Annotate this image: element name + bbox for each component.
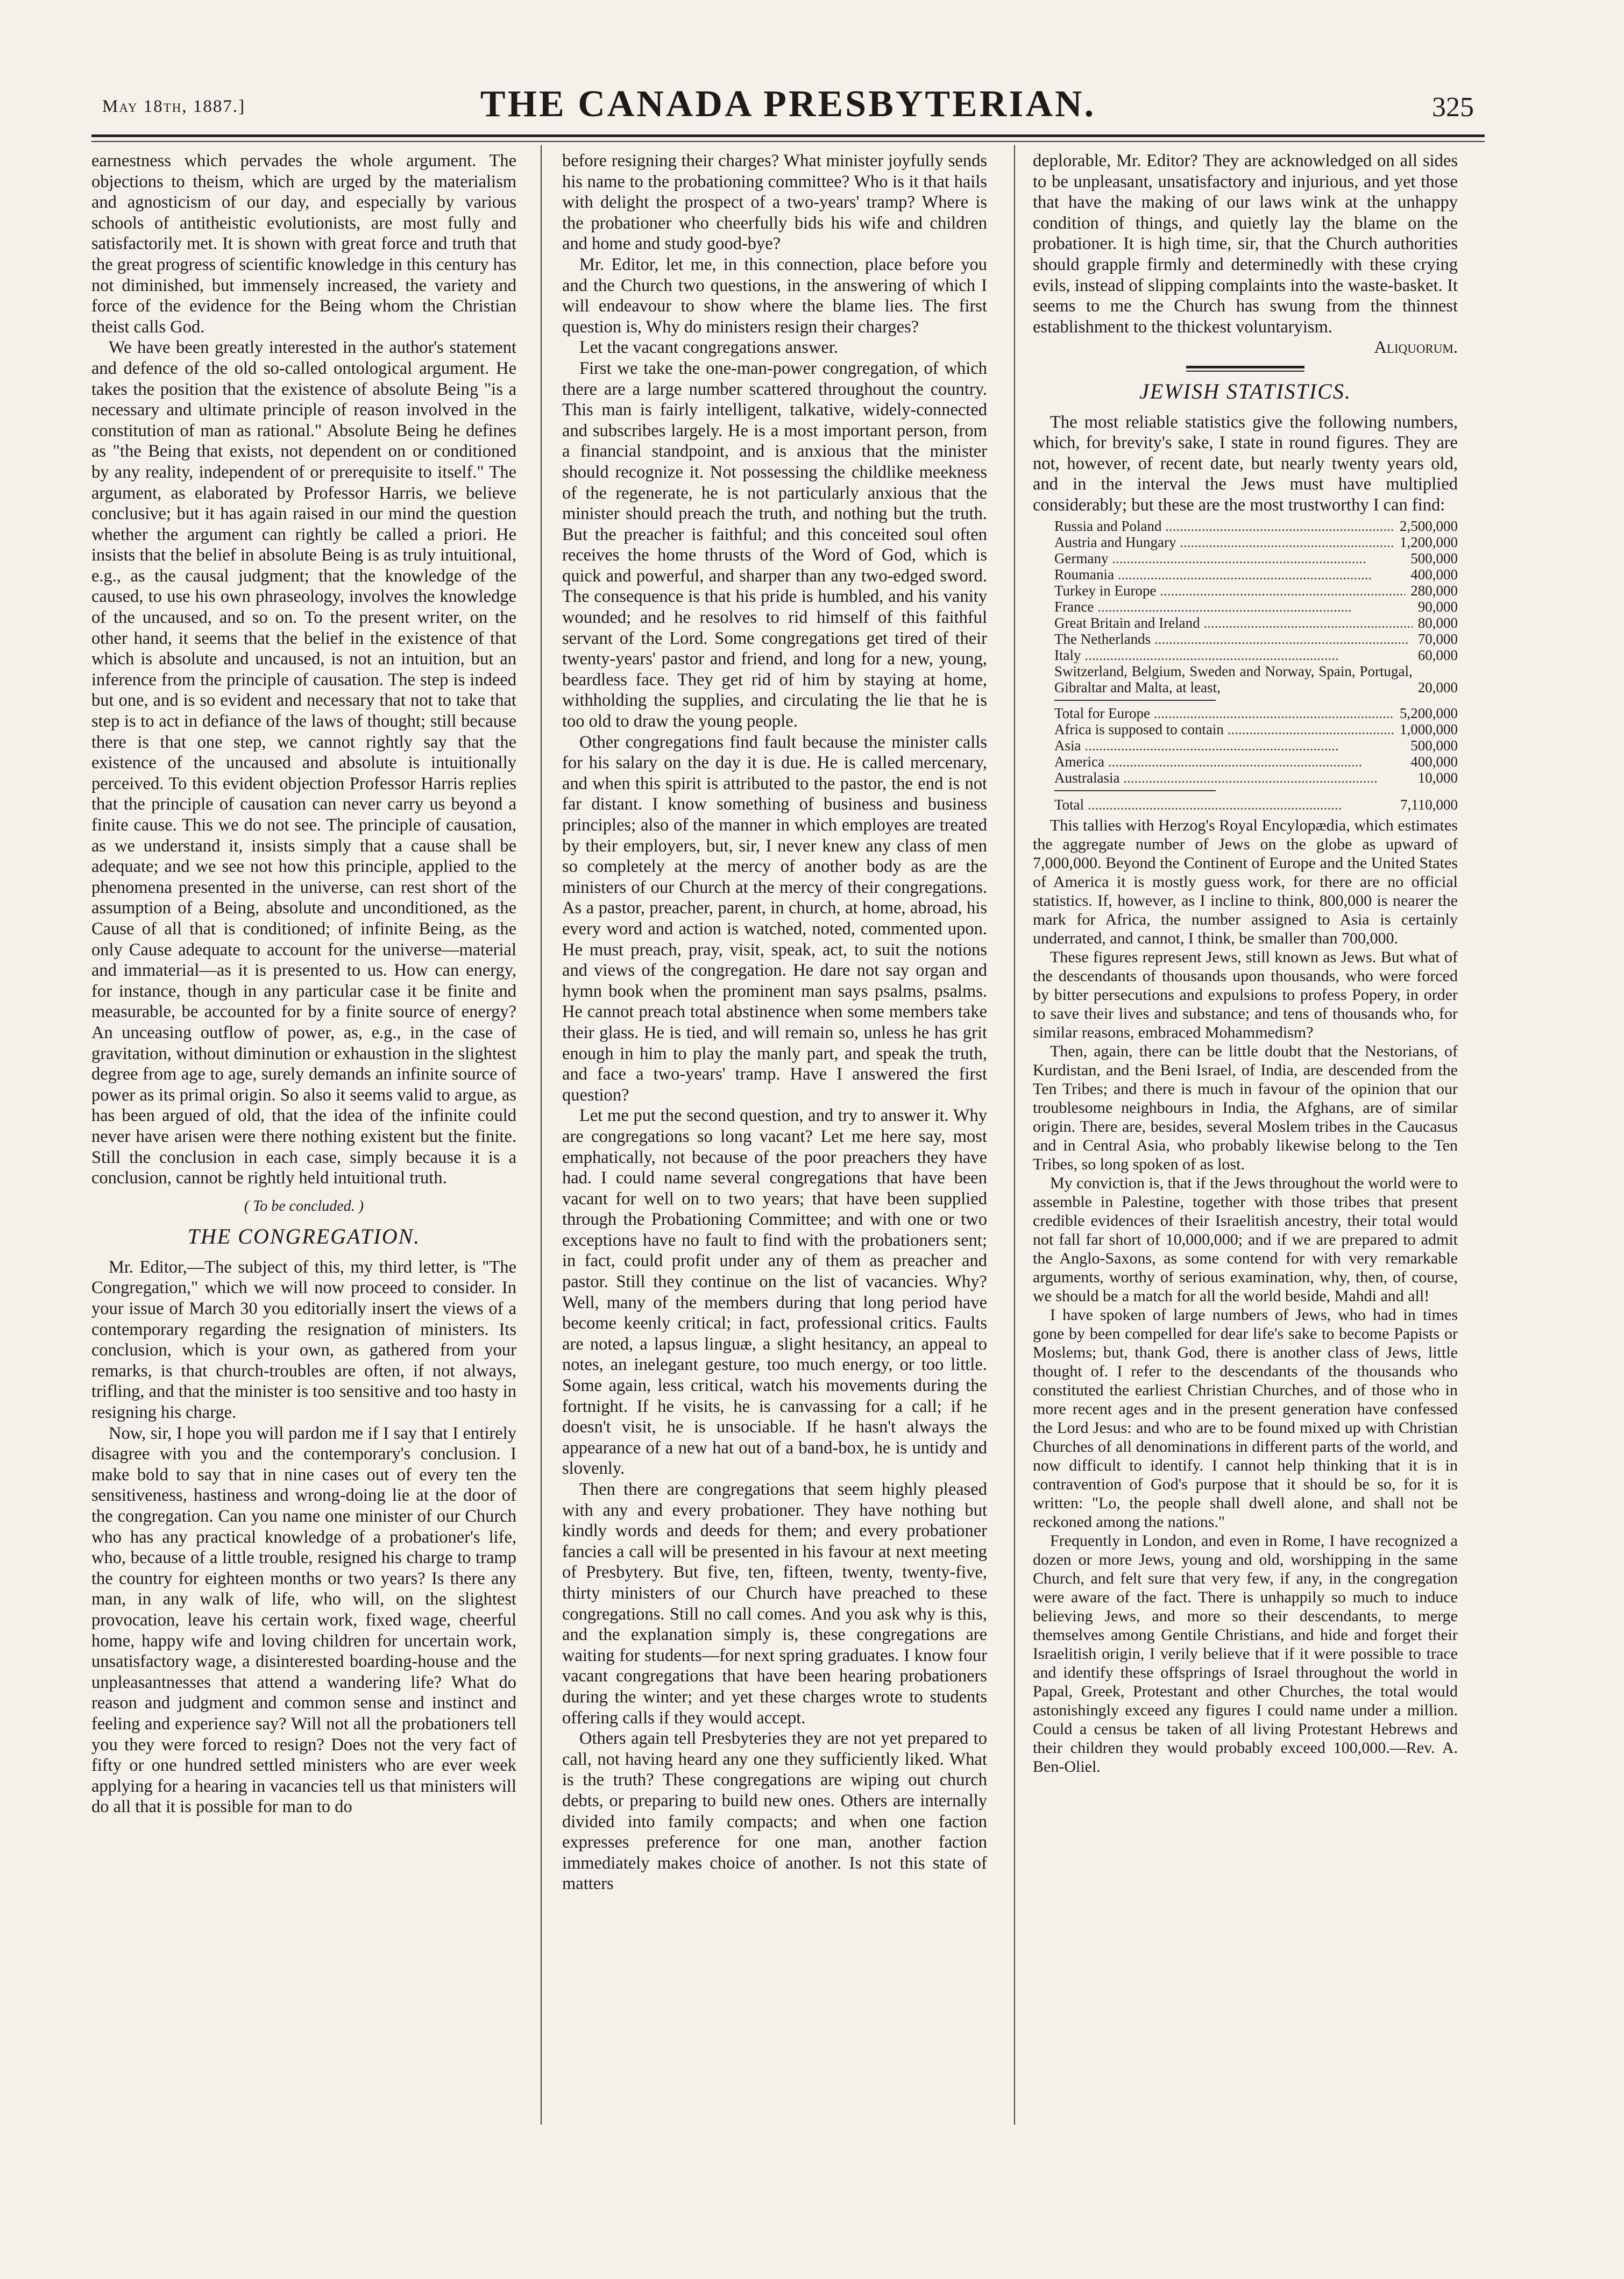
letter-paragraph: Other congregations find fault because the minister calls for his salary on the day it is due. He is called mercenary, and when this spirit is attributed to the pastor, the end is not far distant. I know something of business and business principles; also of the manner in which employes are treated by their employers, but, sir, I never knew any class of men so completely at the mercy of another body as are the ministers of our Church at the mercy of their congregations. As a pastor, preacher, parent, in church, at home, abroad, his every word and action is watched, noted, commented upon. He must preach, pray, visit, speak, act, to suit the notions and views of the congregation. He dare not say organ and hymn book when the prominent man says psalms, psalms. He cannot preach total abstinence when some members take their glass. He is tied, and will remain so, unless he has grit enough in him to play the manly part, and speak the truth, and face a two-years' tramp. Have I answered the first question? (562, 732, 987, 1105)
article-paragraph: These figures represent Jews, still known as Jews. But what of the descendants of thousands upon thousands, who were forced by bitter persecutions and expulsions to profess Popery, in order to save their lives and substance; and tens of thousands who, for similar reasons, embraced Mohammedism? (1033, 948, 1458, 1041)
statistics-intro: The most reliable statistics give the following numbers, which, for brevity's sake, I state in round figures. They are not, however, of recent date, but nearly twenty years old, and in the interval the Jews must have multiplied considerably; but these are the most trustworthy I can find: (1033, 412, 1458, 515)
article-paragraph: earnestness which pervades the whole argument. The objections to theism, which are urged by the materialism and agnosticism of our day, and especially by various schools of antitheistic evolutionists, are most fully and satisfactorily met. It is shown with great force and truth that the great progress of scientific knowledge in this century has not diminished, but immensely increased, the variety and force of the evidence for the Being whom the Christian theist calls God. (91, 151, 516, 337)
article-paragraph: I have spoken of large numbers of Jews, who had in times gone by been compelled for dear life's sake to become Papists or Moslems; but, thank God, there is another class of Jews, little thought of. I refer to the descendants of the thousands who constituted the earliest Christian Churches, and of those who in more recent ages and in the present generation have confessed the Lord Jesus: and who are to be found mixed up with Christian Churches of all denominations in different parts of the world, and now difficult to identify. I cannot help thinking that it is in contravention of God's purpose that it should be so, for it is written: "Lo, the people shall dwell alone, and shall not be reckoned among the nations." (1033, 1305, 1458, 1531)
stat-row: Total for Europe ..... 5,200,000 (1033, 705, 1458, 721)
letter-paragraph: Let the vacant congregations answer. (579, 338, 838, 358)
letter-paragraph: before resigning their charges? What minister joyfully sends his name to the probationing committee? Who is it that hails with delight the prospect of a two-years' tramp? Where is the probationer who cheerfully bids his wife and children and home and study good-bye? (562, 151, 987, 254)
letter-paragraph: Let me put the second question, and try to answer it. Why are congregations so long vacant? Let me here say, most emphatically, not because of the poor preachers they have had. I could name several congregations that have been vacant for well on to two years; that have been supplied through the Probationing Committee; and with one or two exceptions have no fault to find with the probationers sent; in fact, could profit under any of them as preacher and pastor. Still they continue on the list of vacancies. Why? Well, many of the members during that long period have become keenly critical; in fact, professional critics. Faults are noted, a lapsus linguæ, a slight hesitancy, an appeal to notes, an inelegant gesture, too much energy, or too little. Some again, less critical, watch his movements during the fortnight. If he visits, he is canvassing for a call; if he doesn't visit, he is unsociable. If he hasn't always the appearance of a new hat out of a band-box, he is untidy and slovenly. (562, 1106, 987, 1479)
statistics-table (1033, 518, 1458, 813)
header-rule-thin (91, 141, 1485, 142)
letter-signature: Aliquorum. (1374, 338, 1458, 358)
to-be-concluded-note: ( To be concluded. ) (244, 1197, 364, 1215)
letter-paragraph: Now, sir, I hope you will pardon me if I say that I entirely disagree with you and the contemporary's conclusion. I make bold to say that in nine cases out of every ten the sensitiveness, hastiness and wrong-doing lie at the door of the congregation. Can you name one minister of our Church who has any practical knowledge of a probationer's life, who, because of a little trouble, resigned his charge to tramp the country for eighteen months or two years? Is there any man, in any walk of life, who will, on the slightest provocation, leave his certain work, fixed wage, cheerful home, happy wife and loving children for uncertain work, unsatisfactory wage, a disinterested boarding-house and the unpleasantnesses that attend a wandering life? What do reason and judgment and common sense and instinct and feeling and experience say? Will not all the probationers tell you they were forced to resign? Does not the very fact of fifty or one hundred settled ministers who are ever week applying for a hearing in vacancies tell us that ministers will do all that it is possible for man to do (91, 1423, 516, 1817)
issue-date: May 18th, 1887.] (102, 97, 246, 116)
stat-row: America ..... 400,000 (1033, 754, 1458, 770)
stat-row: Austria and Hungary ..... 1,200,000 (1033, 534, 1458, 550)
article-heading-jewish-statistics: JEWISH STATISTICS. (1139, 379, 1351, 403)
article-paragraph: This tallies with Herzog's Royal Encylopædia, which estimates the aggregate number of Jews on the globe as upward of 7,000,000. Beyond the Continent of Europe and the United States of America it is mostly guess work, for there are no official statistics. If, however, as I incline to think, 800,000 is nearer the mark for Africa, the number assigned to Asia is certainly underrated, and cannot, I think, be smaller than 700,000. (1033, 816, 1458, 947)
article-paragraph: My conviction is, that if the Jews throughout the world were to assemble in Palestine, together with those tribes that present credible evidences of their Israelitish ancestry, their total would not fall far short of 10,000,000; and if we are prepared to admit the Anglo-Saxons, as some contend for with very remarkable arguments, worthy of serious examination, why, then, of course, we should be a match for all the world beside, Mahdi and all! (1033, 1174, 1458, 1305)
letter-paragraph: Others again tell Presbyteries they are not yet prepared to call, not having heard any one they sufficiently liked. What is the truth? These congregations are wiping out church debts, or preparing to build new ones. Others are internally divided into family compacts; and when one faction expresses preference for one man, another faction immediately makes choice of another. Is not this state of matters (562, 1729, 987, 1894)
letter-paragraph: deplorable, Mr. Editor? They are acknowledged on all sides to be unpleasant, unsatisfactory and injurious, and yet those that have the making of our laws wink at the unhappy condition of things, and quietly lay the blame on the probationer. It is high time, sir, that the Church authorities should grapple firmly and determinedly with these crying evils, instead of slipping complaints into the waste-basket. It seems to me the Church has swung from the thinnest establishment to the thickest voluntaryism. (1033, 151, 1458, 337)
article-paragraph: Then, again, there can be little doubt that the Nestorians, of Kurdistan, and the Beni Israel, of India, are descended from the Ten Tribes; and there is much in favour of the opinion that our troublesome neighbours in India, the Afghans, are of similar origin. There are, besides, several Moslem tribes in the Caucasus and in Central Asia, who probably likewise belong to the Ten Tribes, so long spoken of as lost. (1033, 1042, 1458, 1173)
stat-row: Turkey in Europe ..... 280,000 (1033, 583, 1458, 599)
stat-subtotal-rule (1054, 700, 1216, 701)
letter-paragraph: Mr. Editor,—The subject of this, my third letter, is "The Congregation," which we will now proceed to consider. In your issue of March 30 you editorially insert the views of a contemporary regarding the resignation of ministers. Its conclusion, which is your own, as gathered from your remarks, is that church-troubles are often, if not always, trifling, and that the minister is too sensitive and too hasty in resigning his charge. (91, 1257, 516, 1423)
masthead (102, 81, 1474, 129)
letter-paragraph: Mr. Editor, let me, in this connection, place before you and the Church two questions, in the answering of which I will endeavour to show where the blame lies. The first question is, Why do ministers resign their charges? (562, 254, 987, 337)
column-divider (541, 145, 542, 2125)
stat-row: Switzerland, Belgium, Sweden and Norway, Spain, Portugal, Gibraltar and Malta, at least, 20,000 (1054, 663, 1458, 695)
stat-row: Italy ..... 60,000 (1033, 647, 1458, 663)
stat-row: Australasia ..... 10,000 (1033, 770, 1458, 786)
stat-row: Roumania ..... 400,000 (1033, 566, 1458, 583)
stat-row: The Netherlands ..... 70,000 (1033, 631, 1458, 647)
letter-paragraph: Then there are congregations that seem highly pleased with any and every probationer. They have nothing but kindly words and deeds for them; and every probationer fancies a call will be presented in his favour at next meeting of Presbytery. But five, ten, fifteen, twenty, twenty-five, thirty ministers of our Church have preached to these congregations. Still no call comes. And you ask why is this, and the explanation simply is, these congregations are waiting for students—for next spring graduates. I know four vacant congregations that have been hearing probationers during the winter; and yet these charges wrote to students offering calls if they would accept. (562, 1480, 987, 1728)
column-1 (91, 151, 516, 2119)
stat-total-rule (1054, 790, 1216, 791)
article-paragraph: Frequently in London, and even in Rome, I have recognized a dozen or more Jews, young and old, worshipping in the same Church, and felt sure that very few, if any, in the congregation were aware of the fact. There is unhappily so much to induce believing Jews, and more so their descendants, to merge themselves among Gentile Christians, and hide and forget their Israelitish origin, I verily believe that if it were possible to trace and identify these offsprings of Israel throughout the world in Papal, Greek, Protestant and other Churches, the total would astonishingly exceed any figures I could name under a million. Could a census be taken of all living Protestant Hebrews and their children they would probably exceed 100,000.—Rev. A. Ben-Oliel. (1033, 1531, 1458, 1776)
stat-row: Africa is supposed to contain ..... 1,000,000 (1033, 721, 1458, 737)
stat-total-row: Total ..... 7,110,000 (1033, 797, 1458, 813)
column-3 (1033, 151, 1458, 2119)
letter-paragraph: First we take the one-man-power congregation, of which there are a large number scattered throughout the country. This man is fairly intelligent, talkative, widely-connected and subscribes largely. He is a most important person, from a financial standpoint, and is anxious that the minister should recognize it. Not possessing the childlike meekness of the regenerate, he is not particularly anxious that the minister should preach the truth, and nothing but the truth. But the preacher is faithful; and this conceited soul often receives the home thrusts of the Word of God, which is quick and powerful, and sharper than any two-edged sword. The consequence is that his pride is humbled, and his vanity wounded; and he resolves to rid himself of this faithful servant of the Lord. Some congregations get tired of their twenty-years' pastor and friend, and long for a new, young, beardless face. They get rid of him by staying at home, withholding the supplies, and circulating the lie that he is too old to draw the young people. (562, 358, 987, 732)
page-number: 325 (1432, 92, 1474, 123)
section-divider (1186, 366, 1304, 372)
stat-row: Germany ..... 500,000 (1033, 550, 1458, 566)
article-heading-congregation: THE CONGREGATION. (187, 1224, 421, 1249)
newspaper-title: THE CANADA PRESBYTERIAN. (480, 83, 1096, 125)
stat-row: Great Britain and Ireland ..... 80,000 (1033, 615, 1458, 631)
stat-row: Asia ..... 500,000 (1033, 737, 1458, 754)
stat-row: Russia and Poland ..... 2,500,000 (1033, 518, 1458, 534)
column-2 (562, 151, 987, 2119)
stat-row: France ..... 90,000 (1033, 599, 1458, 615)
column-divider (1014, 145, 1015, 2125)
article-paragraph: We have been greatly interested in the author's statement and defence of the old so-called ontological argument. He takes the position that the existence of absolute Being "is a necessary and ultimate principle of reason involved in the constitution of man as rational." Absolute Being he defines as "the Being that exists, not dependent on or conditioned by any reality, independent of or prerequisite to itself." The argument, as elaborated by Professor Harris, we believe conclusive; but it has again raised in our mind the question whether the argument can rightly be called a priori. He insists that the belief in absolute Being is as truly intuitional, e.g., as the causal judgment; that the knowledge of the caused, to use his own phraseology, involves the knowledge of the uncaused, and so on. To the present writer, on the other hand, it seems that the belief in the existence of that which is absolute and uncaused, is not an intuition, but an inference from the principle of causation. The step is indeed but one, and is so evident and necessary that not to take that step is to act in defiance of the laws of thought; still because there is that one step, we cannot rightly say that the existence of the uncaused and absolute is intuitionally perceived. To this evident objection Professor Harris replies that the principle of causation can never carry us beyond a finite cause. This we do not see. The principle of causation, as we understand it, insists simply that a cause shall be adequate; and we see not how this principle, applied to the phenomena presented in the universe, can rest short of the assumption of a Being, absolute and unconditioned, as the Cause of all that is conditioned; of infinite Being, as the only Cause adequate to account for the universe—material and immaterial—as it is presented to us. How can energy, for instance, though in any particular case it be finite and measurable, be accounted for by a finite source of energy? An unceasing outflow of power, as, e.g., in the case of gravitation, without diminution or exhaustion in the slightest degree from age to age, surely demands an infinite source of power as its primal origin. So also it seems valid to argue, as has been argued of old, that the idea of the infinite could never have arisen were there nothing existent but the finite. Still the conclusion in each case, simply because it is a conclusion, cannot be rightly held intuitional truth. (91, 338, 516, 1188)
header-rule (91, 134, 1485, 137)
